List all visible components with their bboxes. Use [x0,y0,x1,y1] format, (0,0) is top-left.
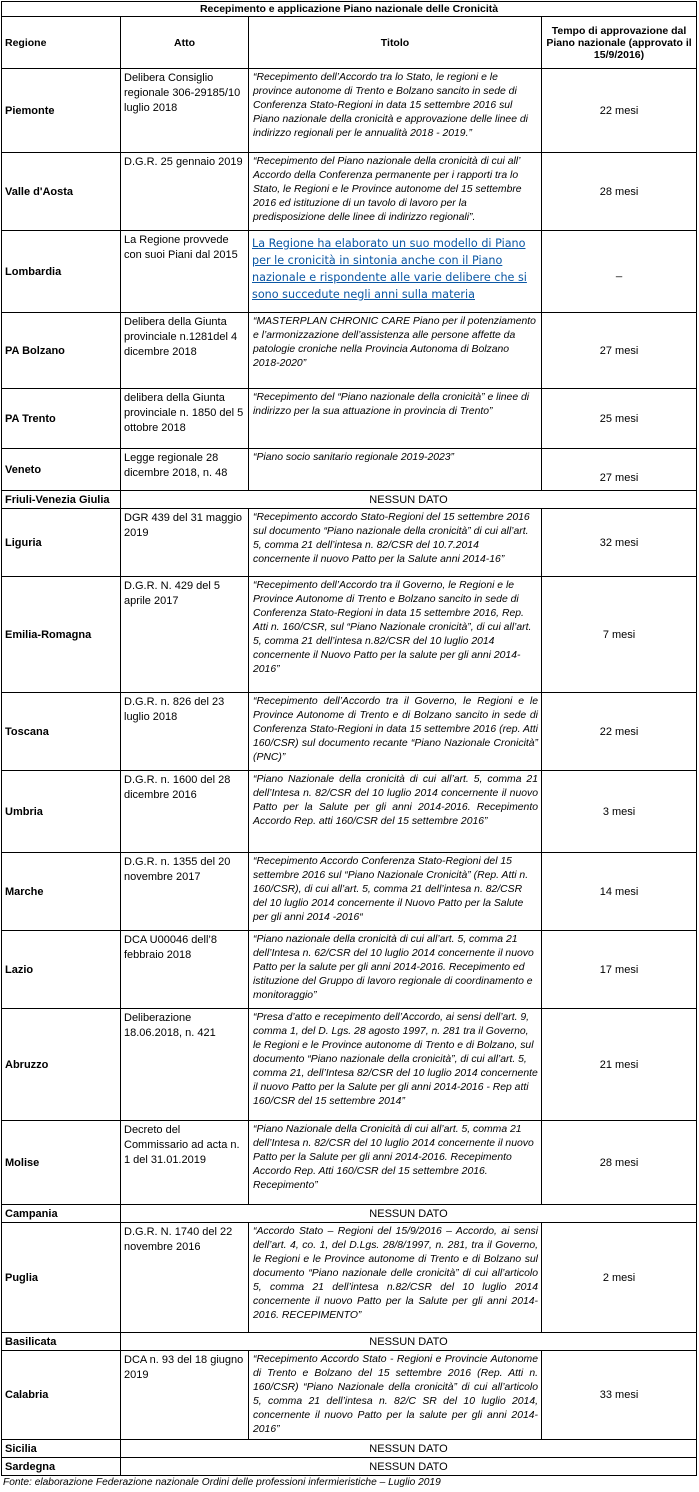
column-header-tempo: Tempo di approvazione dal Piano nazionale (approvato il 15/9/2016) [542,17,697,69]
table-row [2,153,697,231]
document [1,1,696,1490]
cell-titolo: “Piano socio sanitario regionale 2019-2023” [249,449,542,491]
cell-tempo: 28 mesi [542,153,697,231]
cell-atto: Delibera della Giunta provinciale n.1281del 4 dicembre 2018 [121,313,249,389]
cell-regione: Basilicata [2,1333,121,1351]
table-row [2,231,697,313]
cell-tempo: 14 mesi [542,853,697,931]
table-row [2,69,697,153]
cell-tempo: 25 mesi [542,389,697,449]
column-header-atto: Atto [121,17,249,69]
cell-titolo: “Recepimento Accordo Conferenza Stato-Regioni del 15 settembre 2016 sul “Piano Nazionale Cronicità” (Rep. Atti n. 160/CSR), di cui all’art. 5, comma 21 dell’intesa n. 82/CSR del 10 luglio 2014 concernente il Nuovo Patto per la Salute per gli anni 2014 -2016“ [249,853,542,931]
cell-atto: D.G.R. 25 gennaio 2019 [121,153,249,231]
cell-tempo: 3 mesi [542,771,697,853]
cell-regione: Abruzzo [2,1009,121,1121]
table-row [2,1205,697,1223]
cell-nessun-dato: NESSUN DATO [121,491,697,509]
table-row [2,577,697,693]
cell-regione: PA Trento [2,389,121,449]
table-row [2,853,697,931]
cell-regione: Toscana [2,693,121,771]
cell-tempo: 28 mesi [542,1121,697,1205]
column-header-titolo: Titolo [249,17,542,69]
cell-regione: Campania [2,1205,121,1223]
cell-regione: Molise [2,1121,121,1205]
table-row [2,1121,697,1205]
table-row [2,1440,697,1458]
cell-regione: Liguria [2,509,121,577]
cell-atto: La Regione provvede con suoi Piani dal 2015 [121,231,249,313]
cell-regione: PA Bolzano [2,313,121,389]
cell-titolo: “Recepimento dell’Accordo tra il Governo, le Regioni e le Province Autonome di Trento e di Bolzano sancito in sede di Conferenza Stato-Regioni in data 15 settembre 2016 (rep. Atti 160/CSR) sul documento recante “Piano Nazionale Cronicità” (PNC)” [249,693,542,771]
cell-nessun-dato: NESSUN DATO [121,1205,697,1223]
cell-atto: DCA U00046 dell’8 febbraio 2018 [121,931,249,1009]
source-note: Fonte: elaborazione Federazione nazionale Ordini delle professioni infermieristiche – Luglio 2019 [3,1477,441,1488]
cell-regione: Emilia-Romagna [2,577,121,693]
cell-titolo: “Piano Nazionale della Cronicità di cui all’art. 5, comma 21 dell’Intesa n. 82/CSR del 10 luglio 2014 concernente il nuovo Patto per la Salute per gli anni 2014-2016. Recepimento Accordo Rep. Atti 160/CSR del 15 settembre 2016. Recepimento” [249,1121,542,1205]
cronicita-table [1,1,697,1476]
cell-titolo: “Recepimento dell’Accordo tra lo Stato, le regioni e le province autonome di Trento e Bolzano sancito in sede di Conferenza Stato-Regioni in data 15 settembre 2016 sul Piano nazionale della cronicità e approvazione delle linee di indirizzo regionali per le annualità 2018 - 2019.” [249,69,542,153]
table-row [2,1009,697,1121]
cell-atto: DGR 439 del 31 maggio 2019 [121,509,249,577]
cell-regione: Valle d'Aosta [2,153,121,231]
cell-regione: Umbria [2,771,121,853]
cell-tempo: 17 mesi [542,931,697,1009]
cell-atto: Decreto del Commissario ad acta n. 1 del 31.01.2019 [121,1121,249,1205]
table-row [2,449,697,491]
cell-regione: Marche [2,853,121,931]
cell-atto: D.G.R. N. 1740 del 22 novembre 2016 [121,1223,249,1333]
cell-titolo: “Recepimento Accordo Stato - Regioni e Provincie Autonome di Trento e Bolzano del 15 settembre 2016 (Rep. Atti n. 160/CSR) “Piano Nazionale della cronicità” di cui all’articolo 5, comma 21 dell’intesa n. 82/C SR del 10 luglio 2014, concernente il nuovo Patto per la salute per gli anni 2014-2016” [249,1351,542,1440]
cell-atto: Delibera Consiglio regionale 306-29185/10 luglio 2018 [121,69,249,153]
table-row [2,931,697,1009]
cell-nessun-dato: NESSUN DATO [121,1333,697,1351]
cell-tempo: 22 mesi [542,69,697,153]
cell-titolo: “Piano Nazionale della cronicità di cui all’art. 5, comma 21 dell’Intesa n. 82/CSR del 10 luglio 2014 concernente il nuovo Patto per la Salute per gli anni 2014-2016. Recepimento Accordo Rep. atti 160/CSR del 15 settembre 2016” [249,771,542,853]
cell-regione: Sicilia [2,1440,121,1458]
cell-titolo: “MASTERPLAN CHRONIC CARE Piano per il potenziamento e l’armonizzazione dell’assistenza alle persone affette da patologie croniche nella Provincia Autonoma di Bolzano 2018-2020” [249,313,542,389]
cell-tempo: 32 mesi [542,509,697,577]
cell-tempo: 27 mesi [542,313,697,389]
cell-regione: Calabria [2,1351,121,1440]
cell-tempo: 27 mesi [542,449,697,491]
table-row [2,313,697,389]
table-row [2,1333,697,1351]
cell-atto: Legge regionale 28 dicembre 2018, n. 48 [121,449,249,491]
table-row [2,491,697,509]
table-row [2,389,697,449]
cell-tempo: 22 mesi [542,693,697,771]
cell-atto: delibera della Giunta provinciale n. 1850 del 5 ottobre 2018 [121,389,249,449]
table-row [2,1458,697,1476]
column-header-regione: Regione [2,17,121,69]
cell-atto: D.G.R. n. 826 del 23 luglio 2018 [121,693,249,771]
cell-titolo: “Recepimento dell’Accordo tra il Governo, le Regioni e le Province Autonome di Trento e Bolzano sancito in sede di Conferenza Stato-Regioni in data 15 settembre 2016, Rep. Atti n. 160/CSR, sul “Piano Nazionale cronicità”, di cui all’art. 5, comma 21 dell’intesa n.82/CSR del 10 luglio 2014 concernente il Nuovo Patto per la salute per gli anni 2014-2016” [249,577,542,693]
table-row [2,1223,697,1333]
cell-atto: DCA n. 93 del 18 giugno 2019 [121,1351,249,1440]
cell-regione: Veneto [2,449,121,491]
cell-nessun-dato: NESSUN DATO [121,1440,697,1458]
cell-titolo: “Recepimento accordo Stato-Regioni del 15 settembre 2016 sul documento “Piano nazionale della cronicità” di cui all’art. 5, comma 21 dell’intesa n. 82/CSR del 10.7.2014 concernente il nuovo Patto per la Salute anni 2014-16” [249,509,542,577]
cell-atto: D.G.R. n. 1355 del 20 novembre 2017 [121,853,249,931]
cell-nessun-dato: NESSUN DATO [121,1458,697,1476]
cell-titolo-link[interactable]: La Regione ha elaborato un suo modello di Piano per le cronicità in sintonia anche con il Piano nazionale e rispondente alle varie delibere che si sono succedute negli anni sulla materia [249,231,542,313]
cell-tempo: _ [542,231,697,313]
cell-regione: Lombardia [2,231,121,313]
table-row [2,771,697,853]
cell-tempo: 2 mesi [542,1223,697,1333]
cell-atto: Deliberazione 18.06.2018, n. 421 [121,1009,249,1121]
cell-titolo: “Accordo Stato – Regioni del 15/9/2016 – Accordo, ai sensi dell’art. 4, co. 1, del D.Lgs. 28/8/1997, n. 281, tra il Governo, le Regioni e le Province autonome di Trento e di Bolzano sul documento “Piano nazionale delle cronicità” di cui all’articolo 5, comma 21 dell’intesa n.82/CSR del 10 luglio 2014 concernente il nuovo Patto per la Salute per gli anni 2014-2016. RECEPIMENTO” [249,1223,542,1333]
cell-titolo: “Recepimento del “Piano nazionale della cronicità” e linee di indirizzo per la sua attuazione in provincia di Trento” [249,389,542,449]
cell-tempo: 7 mesi [542,577,697,693]
table-row [2,693,697,771]
table-row [2,509,697,577]
cell-atto: D.G.R. n. 1600 del 28 dicembre 2016 [121,771,249,853]
cell-regione: Piemonte [2,69,121,153]
cell-titolo: “Piano nazionale della cronicità di cui all’art. 5, comma 21 dell’Intesa n. 62/CSR del 10 luglio 2014 concernente il nuovo Patto per la salute per gli anni 2014-2016. Recepimento ed istituzione del Gruppo di lavoro regionale di coordinamento e monitoraggio” [249,931,542,1009]
cell-tempo: 21 mesi [542,1009,697,1121]
cell-regione: Lazio [2,931,121,1009]
cell-regione: Puglia [2,1223,121,1333]
table-title: Recepimento e applicazione Piano nazionale delle Cronicità [2,2,697,17]
cell-tempo: 33 mesi [542,1351,697,1440]
cell-regione: Sardegna [2,1458,121,1476]
cell-atto: D.G.R. N. 429 del 5 aprile 2017 [121,577,249,693]
cell-titolo: “Presa d’atto e recepimento dell’Accordo, ai sensi dell’art. 9, comma 1, del D. Lgs. 28 agosto 1997, n. 281 tra il Governo, le Regioni e le Province autonome di Trento e di Bolzano, sul documento “Piano nazionale della cronicità”, di cui all’art. 5, comma 21, dell’Intesa 82/CSR del 10 luglio 2014 concernente il nuovo Patto per la Salute per gli anni 2014-2016 - Rep atti 160/CSR del 15 settembre 2014” [249,1009,542,1121]
cell-titolo: “Recepimento del Piano nazionale della cronicità di cui all’ Accordo della Conferenza permanente per i rapporti tra lo Stato, le Regioni e le Province autonome del 15 settembre 2016 ed istituzione di un tavolo di lavoro per la predisposizione delle linee di indirizzo regionali”. [249,153,542,231]
table-row [2,1351,697,1440]
cell-regione: Friuli-Venezia Giulia [2,491,121,509]
